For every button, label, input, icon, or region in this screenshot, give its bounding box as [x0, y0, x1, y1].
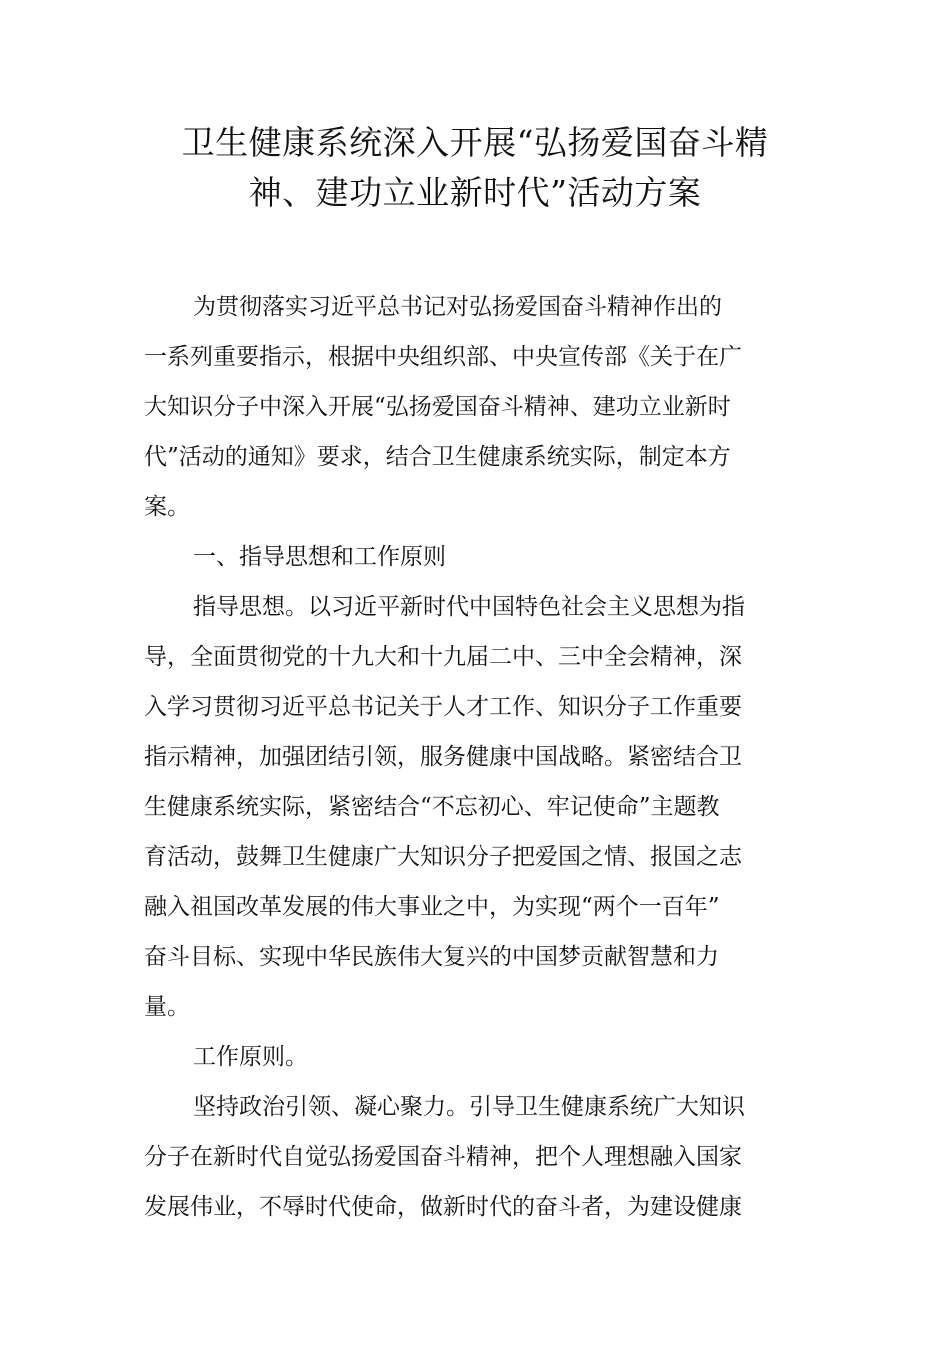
- guiding-thought-paragraph: [144, 582, 749, 1032]
- paragraph-line: 坚持政治引领、凝心聚力。引导卫生健康系统广大知识: [193, 1094, 745, 1120]
- title-line: 神、建功立业新时代”活动方案: [248, 173, 702, 212]
- document-title: [140, 118, 810, 218]
- paragraph-line: 指示精神，加强团结引领，服务健康中国战略。紧密结合卫: [144, 744, 742, 770]
- paragraph-line: 生健康系统实际，紧密结合“不忘初心、牢记使命”主题教: [144, 794, 720, 820]
- intro-paragraph: [144, 282, 749, 532]
- paragraph-line: 融入祖国改革发展的伟大事业之中，为实现“两个一百年”: [144, 894, 720, 920]
- paragraph-line: 发展伟业，不辱时代使命，做新时代的奋斗者，为建设健康: [144, 1194, 742, 1220]
- paragraph-line: 案。: [144, 494, 190, 520]
- paragraph-line: 大知识分子中深入开展“弘扬爱国奋斗精神、建功立业新时: [144, 394, 731, 420]
- title-line: 卫生健康系统深入开展“弘扬爱国奋斗精: [181, 123, 769, 162]
- paragraph-line: 工作原则。: [193, 1044, 308, 1070]
- paragraph-line: 分子在新时代自觉弘扬爱国奋斗精神，把个人理想融入国家: [144, 1144, 742, 1170]
- document-body: [144, 282, 749, 1232]
- paragraph-line: 代”活动的通知》要求，结合卫生健康系统实际，制定本方: [144, 444, 731, 470]
- paragraph-line: 为贯彻落实习近平总书记对弘扬爱国奋斗精神作出的: [193, 294, 722, 320]
- paragraph-line: 导，全面贯彻党的十九大和十九届二中、三中全会精神，深: [144, 644, 742, 670]
- section-heading: [144, 532, 749, 582]
- principle-paragraph: [144, 1082, 749, 1232]
- paragraph-line: 奋斗目标、实现中华民族伟大复兴的中国梦贡献智慧和力: [144, 944, 719, 970]
- paragraph-line: 一系列重要指示，根据中央组织部、中央宣传部《关于在广: [144, 344, 742, 370]
- paragraph-line: 育活动，鼓舞卫生健康广大知识分子把爱国之情、报国之志: [144, 844, 742, 870]
- section-heading-text: 一、指导思想和工作原则: [193, 544, 446, 570]
- paragraph-line: 入学习贯彻习近平总书记关于人才工作、知识分子工作重要: [144, 694, 742, 720]
- paragraph-line: 指导思想。以习近平新时代中国特色社会主义思想为指: [193, 594, 745, 620]
- paragraph-line: 量。: [144, 994, 190, 1020]
- work-principles-heading: [144, 1032, 749, 1082]
